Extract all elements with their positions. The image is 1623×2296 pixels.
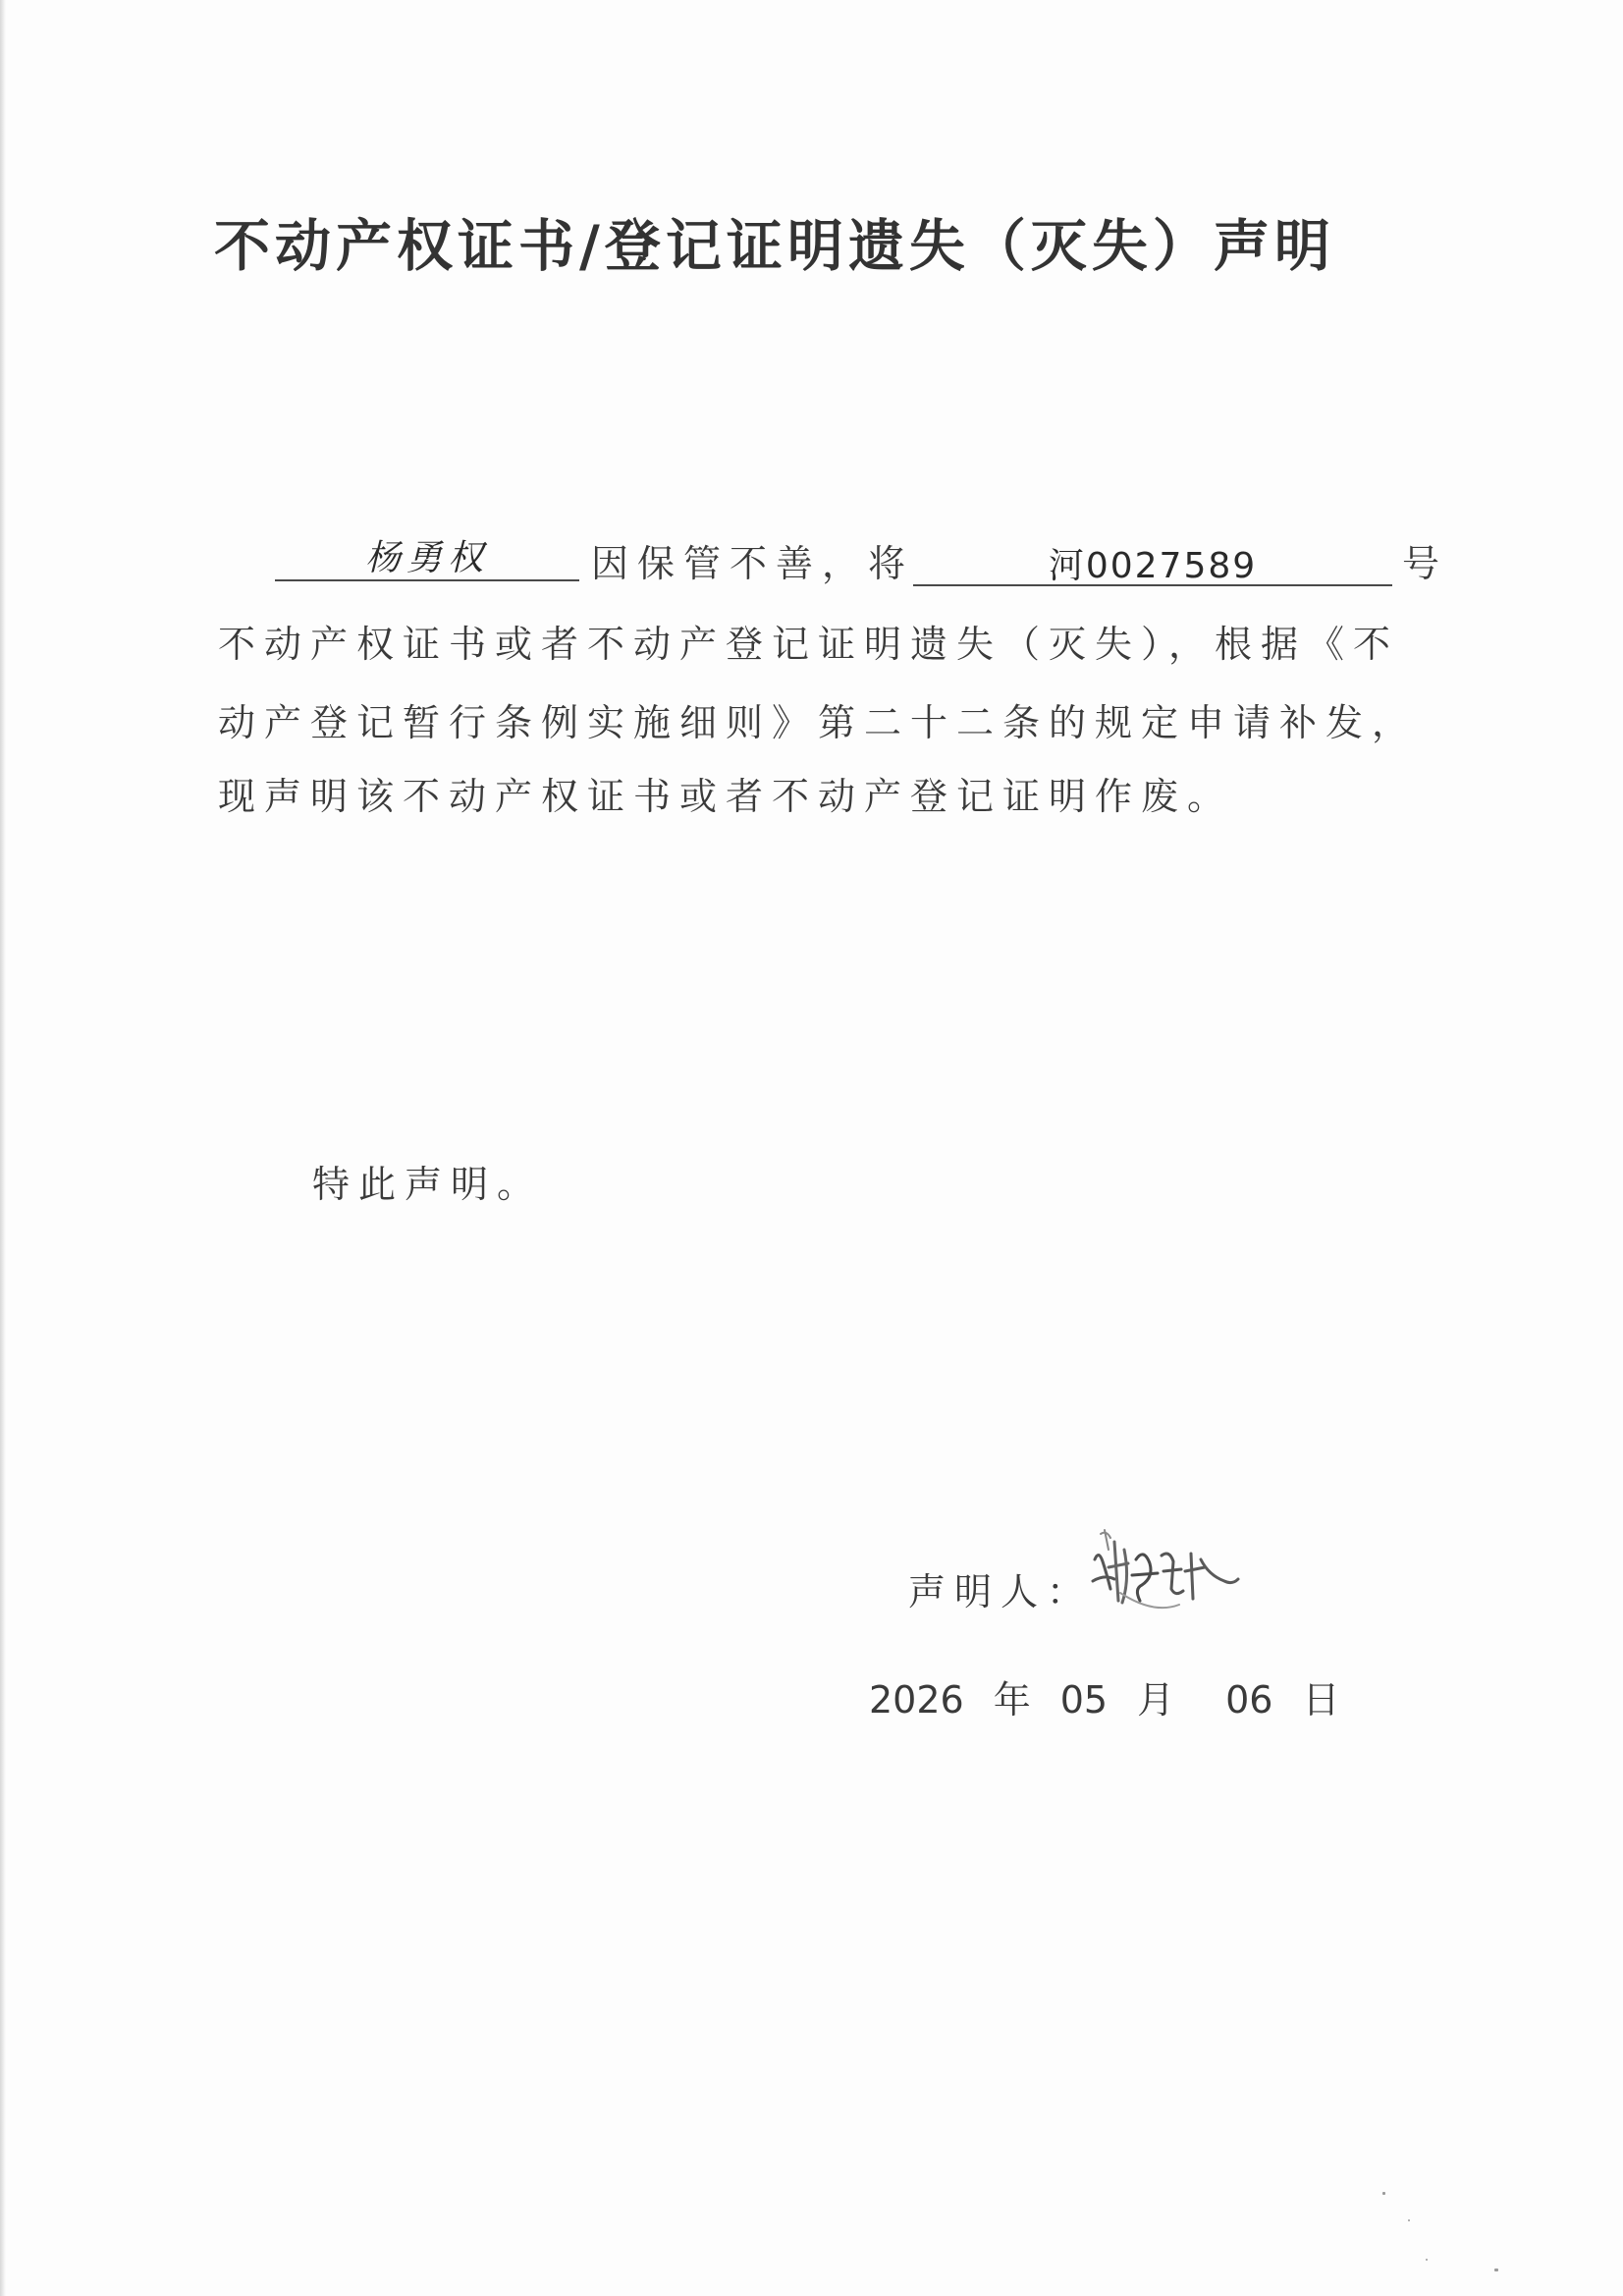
scan-speck	[1408, 2219, 1410, 2221]
body-line-4: 现声明该不动产权证书或者不动产登记证明作废。	[218, 775, 1234, 818]
date-year-unit: 年	[993, 1678, 1031, 1722]
date-year: 2026	[869, 1678, 964, 1722]
closing-statement: 特此声明。	[312, 1163, 544, 1206]
declarant-name-field: 杨勇权	[364, 538, 489, 578]
date-month-unit: 月	[1137, 1678, 1175, 1722]
date-month: 05	[1059, 1678, 1109, 1722]
scan-speck	[1426, 2259, 1428, 2261]
document-title: 不动产权证书/登记证明遗失（灭失）声明	[214, 214, 1335, 279]
scan-speck	[1382, 2192, 1385, 2195]
date-day-unit: 日	[1302, 1678, 1340, 1722]
certificate-number-field: 河0027589	[1048, 546, 1258, 586]
scan-edge-shadow	[0, 0, 6, 2296]
scan-speck	[1494, 2269, 1498, 2271]
date-day: 06	[1225, 1678, 1273, 1722]
text-after-number: 号	[1402, 542, 1449, 585]
body-line-3: 动产登记暂行条例实施细则》第二十二条的规定申请补发，	[218, 701, 1419, 744]
declaration-date	[869, 1669, 1339, 1723]
signer-label: 声明人：	[908, 1570, 1094, 1613]
handwritten-signature	[1085, 1520, 1252, 1618]
text-after-name: 因保管不善，将	[591, 542, 915, 585]
body-line-2: 不动产权证书或者不动产登记证明遗失（灭失），根据《不	[218, 623, 1400, 666]
